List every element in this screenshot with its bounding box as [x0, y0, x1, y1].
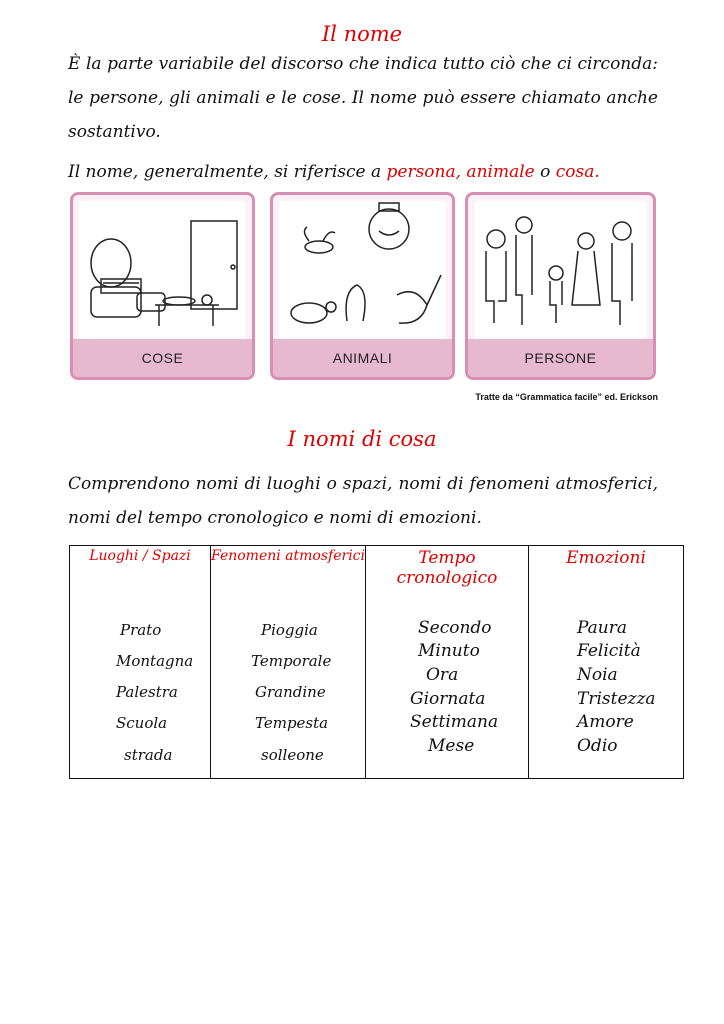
- highlight-cosa: cosa.: [555, 162, 600, 182]
- list-item: Scuola: [116, 714, 168, 732]
- table-row: [70, 588, 684, 779]
- reference-prefix: Il nome, generalmente, si riferisce a: [68, 162, 387, 182]
- list-item: Odio: [577, 736, 618, 756]
- list-item: Temporale: [251, 652, 332, 670]
- column-fenomeni: [211, 588, 366, 779]
- table-header-row: [70, 546, 684, 589]
- list-item: Amore: [577, 712, 634, 732]
- nouns-table: [69, 545, 684, 779]
- list-item: Palestra: [116, 683, 178, 701]
- list-item: Secondo: [418, 618, 492, 638]
- list-item: Pioggia: [261, 621, 318, 639]
- reference-middle: o: [534, 162, 556, 182]
- image-credit: Tratte da “Grammatica facile” ed. Erickson: [475, 392, 658, 402]
- highlight-persona-animale: persona, animale: [386, 162, 535, 182]
- header-fenomeni: Fenomeni atmosferici: [211, 546, 366, 589]
- list-item: Settimana: [410, 712, 499, 732]
- list-item: Paura: [577, 618, 628, 638]
- panel-cose: [70, 192, 255, 380]
- panel-label-cose: COSE: [73, 339, 252, 377]
- list-item: solleone: [261, 746, 324, 764]
- column-luoghi: [70, 588, 211, 779]
- panel-animali: [270, 192, 455, 380]
- list-item: Montagna: [116, 652, 194, 670]
- panel-label-persone: PERSONE: [468, 339, 653, 377]
- list-item: Grandine: [255, 683, 326, 701]
- list-item: Ora: [426, 665, 459, 685]
- panel-persone: [465, 192, 656, 380]
- animals-illustration: [279, 201, 446, 339]
- objects-illustration: [79, 201, 246, 339]
- illustration-strip: [70, 192, 656, 382]
- list-item: Tempesta: [255, 714, 329, 732]
- panel-label-animali: ANIMALI: [273, 339, 452, 377]
- header-emozioni: Emozioni: [529, 546, 684, 589]
- section-title: I nomi di cosa: [287, 427, 437, 451]
- section-paragraph: Comprendono nomi di luoghi o spazi, nomi di fenomeni atmosferici, nomi del tempo cronologico e nomi di emozioni.: [68, 474, 658, 528]
- list-item: Prato: [120, 621, 162, 639]
- people-illustration: [474, 201, 647, 339]
- header-tempo: Tempo cronologico: [366, 546, 529, 589]
- list-item: strada: [124, 746, 173, 764]
- list-item: Felicità: [577, 641, 641, 661]
- reference-sentence: [68, 155, 658, 189]
- column-emozioni: [529, 588, 684, 779]
- list-item: Noia: [577, 665, 618, 685]
- list-item: Giornata: [410, 689, 486, 709]
- header-luoghi: Luoghi / Spazi: [70, 546, 211, 589]
- list-item: Mese: [428, 736, 475, 756]
- page-title: Il nome: [321, 22, 403, 46]
- column-tempo: [366, 588, 529, 779]
- intro-paragraph: È la parte variabile del discorso che indica tutto ciò che ci circonda: le persone, gli animali e le cose. Il nome può essere chiamato anche sostantivo.: [68, 54, 658, 142]
- list-item: Tristezza: [577, 689, 656, 709]
- list-item: Minuto: [418, 641, 480, 661]
